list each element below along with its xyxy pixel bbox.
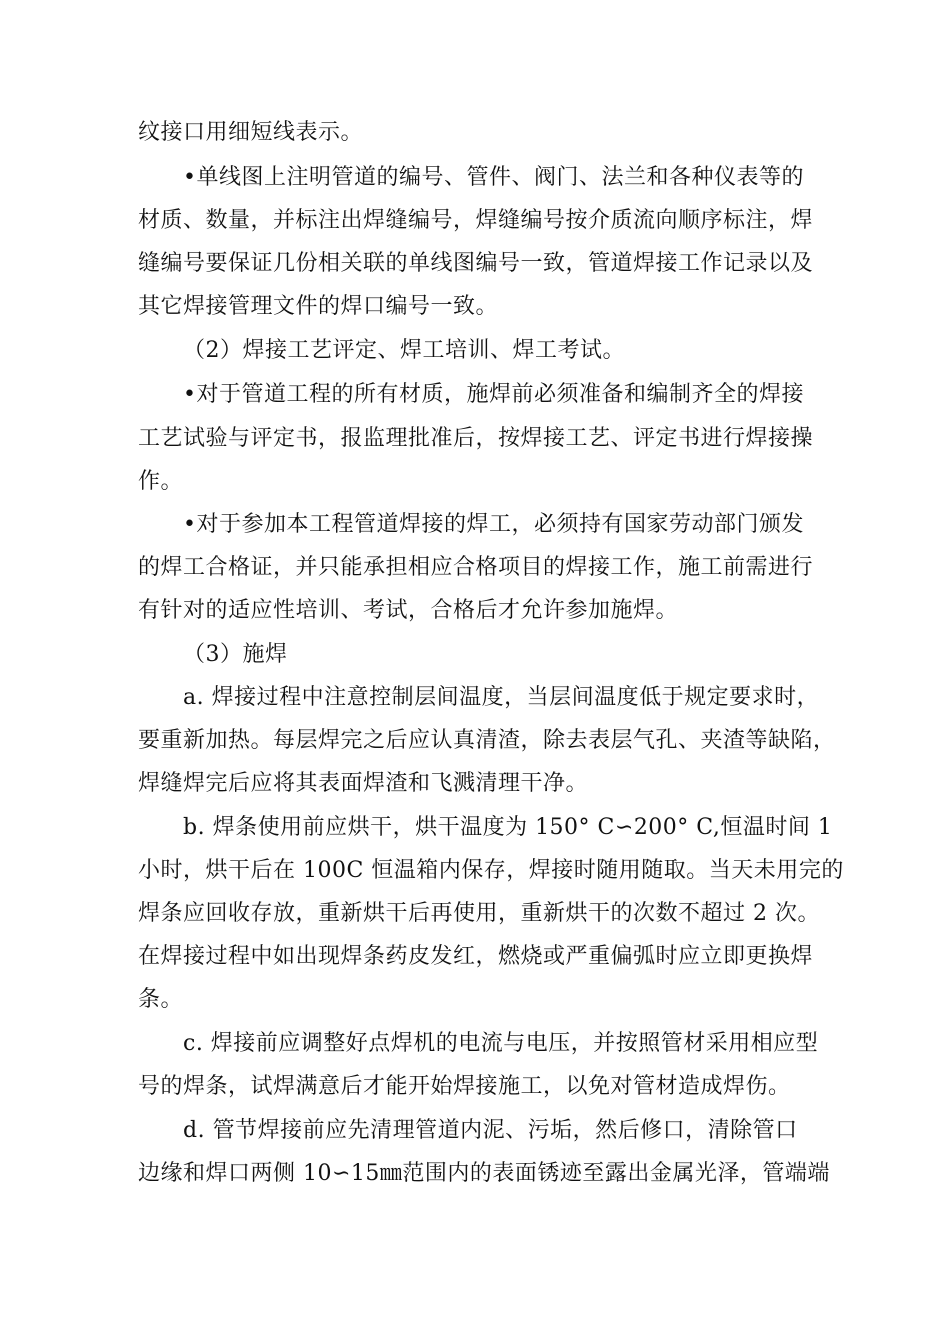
text-line: 缝编号要保证几份相关联的单线图编号一致，管道焊接工作记录以及 bbox=[138, 251, 814, 276]
text-line: 在焊接过程中如出现焊条药皮发红，燃烧或严重偏弧时应立即更换焊 bbox=[138, 944, 814, 969]
text-line: 要重新加热。每层焊完之后应认真清渣，除去表层气孔、夹渣等缺陷， bbox=[138, 728, 836, 753]
text-line: 其它焊接管理文件的焊口编号一致。 bbox=[138, 294, 499, 319]
text-line: •对于管道工程的所有材质，施焊前必须准备和编制齐全的焊接 bbox=[183, 382, 804, 407]
text-line: c. 焊接前应调整好点焊机的电流与电压，并按照管材采用相应型 bbox=[183, 1031, 819, 1056]
text-line: a. 焊接过程中注意控制层间温度，当层间温度低于规定要求时， bbox=[183, 685, 820, 710]
text-line: 工艺试验与评定书，报监理批准后，按焊接工艺、评定书进行焊接操 bbox=[138, 426, 814, 451]
text-line: 小时，烘干后在 100C 恒温箱内保存，焊接时随用随取。当天未用完的 bbox=[138, 858, 844, 883]
text-line: •对于参加本工程管道焊接的焊工，必须持有国家劳动部门颁发 bbox=[183, 512, 804, 537]
section-heading: （2）焊接工艺评定、焊工培训、焊工考试。 bbox=[183, 338, 625, 363]
text-line: 焊缝焊完后应将其表面焊渣和飞溅清理干净。 bbox=[138, 771, 589, 796]
text-line: 材质、数量，并标注出焊缝编号，焊缝编号按介质流向顺序标注，焊 bbox=[138, 208, 814, 233]
text-line: 纹接口用细短线表示。 bbox=[138, 120, 364, 145]
text-line: d. 管节焊接前应先清理管道内泥、污垢，然后修口，清除管口 bbox=[183, 1118, 798, 1143]
text-line: 有针对的适应性培训、考试，合格后才允许参加施焊。 bbox=[138, 598, 679, 623]
text-line: 焊条应回收存放，重新烘干后再使用，重新烘干的次数不超过 2 次。 bbox=[138, 901, 820, 926]
section-heading: （3）施焊 bbox=[183, 642, 288, 667]
text-line: 作。 bbox=[138, 469, 184, 494]
text-line: 号的焊条，试焊满意后才能开始焊接施工，以免对管材造成焊伤。 bbox=[138, 1074, 791, 1099]
text-line: •单线图上注明管道的编号、管件、阀门、法兰和各种仪表等的 bbox=[183, 165, 804, 190]
text-line: 边缘和焊口两侧 10∽15㎜范围内的表面锈迹至露出金属光泽，管端端 bbox=[138, 1161, 830, 1186]
text-line: 条。 bbox=[138, 987, 184, 1012]
text-line: b. 焊条使用前应烘干，烘干温度为 150° C∽200° C,恒温时间 1 bbox=[183, 815, 833, 840]
text-line: 的焊工合格证，并只能承担相应合格项目的焊接工作，施工前需进行 bbox=[138, 555, 814, 580]
